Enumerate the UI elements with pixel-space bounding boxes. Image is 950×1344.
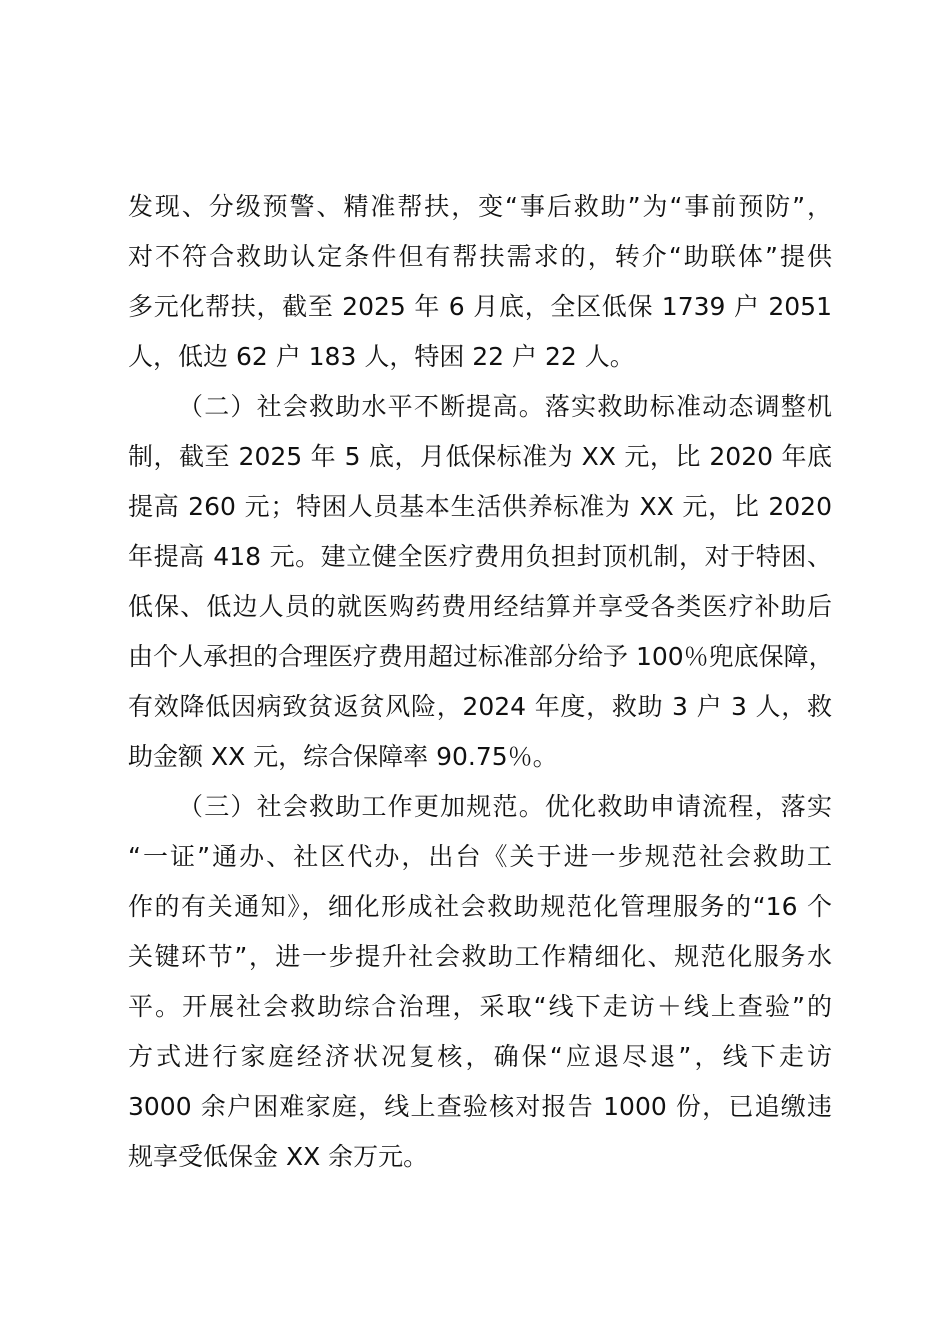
text-line: 年提高 418 元。建立健全医疗费用负担封顶机制，对于特困、 — [128, 542, 832, 571]
text-line: 方式进行家庭经济状况复核，确保“应退尽退”，线下走访 — [128, 1042, 832, 1071]
text-line: 低保、低边人员的就医购药费用经结算并享受各类医疗补助后 — [128, 592, 832, 621]
text-line: 发现、分级预警、精准帮扶，变“事后救助”为“事前预防”， — [128, 192, 832, 221]
text-line: 对不符合救助认定条件但有帮扶需求的，转介“助联体”提供 — [128, 242, 832, 271]
paragraph-2-social-assistance-level — [128, 382, 832, 782]
text-line: 助金额 XX 元，综合保障率 90.75％。 — [128, 742, 558, 771]
paragraph-1 — [128, 182, 832, 382]
text-line: 规享受低保金 XX 余万元。 — [128, 1142, 429, 1171]
section-heading-line: （三）社会救助工作更加规范。优化救助申请流程，落实 — [178, 792, 832, 821]
text-line: 3000 余户困难家庭，线上查验核对报告 1000 份，已追缴违 — [128, 1092, 832, 1121]
text-line: 有效降低因病致贫返贫风险，2024 年度，救助 3 户 3 人，救 — [128, 692, 832, 721]
text-line: 关键环节”，进一步提升社会救助工作精细化、规范化服务水 — [128, 942, 832, 971]
text-line: 多元化帮扶，截至 2025 年 6 月底，全区低保 1739 户 2051 — [128, 292, 832, 321]
paragraph-3-social-assistance-standardization — [128, 782, 832, 1182]
text-line: “一证”通办、社区代办，出台《关于进一步规范社会救助工 — [128, 842, 832, 871]
text-line: 提高 260 元；特困人员基本生活供养标准为 XX 元，比 2020 — [128, 492, 832, 521]
text-line: 作的有关通知》，细化形成社会救助规范化管理服务的“16 个 — [128, 892, 832, 921]
section-heading-line: （二）社会救助水平不断提高。落实救助标准动态调整机 — [178, 392, 832, 421]
text-line: 人，低边 62 户 183 人，特困 22 户 22 人。 — [128, 342, 635, 371]
text-line: 制，截至 2025 年 5 底，月低保标准为 XX 元，比 2020 年底 — [128, 442, 832, 471]
text-line: 由个人承担的合理医疗费用超过标准部分给予 100％兜底保障， — [128, 642, 834, 671]
document-page — [128, 182, 832, 1182]
text-line: 平。开展社会救助综合治理，采取“线下走访＋线上查验”的 — [128, 992, 832, 1021]
